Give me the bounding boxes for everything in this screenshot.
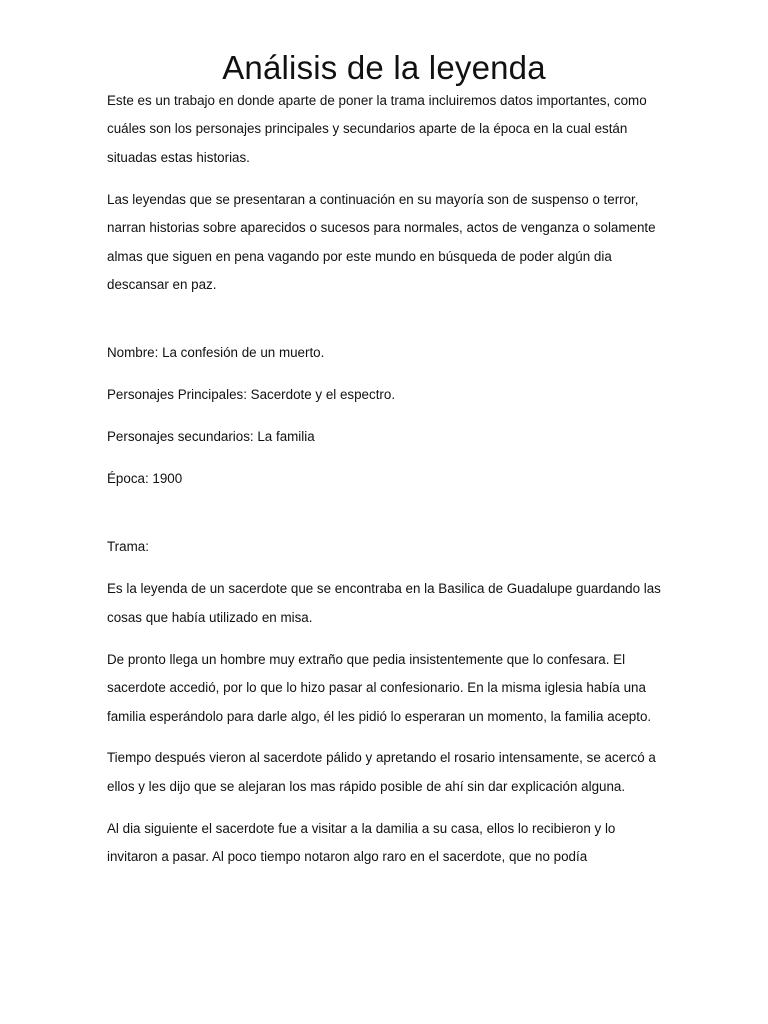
legend-secondary-characters: Personajes secundarios: La familia [107,429,315,445]
legend-name: Nombre: La confesión de un muerto. [107,345,325,361]
legend-main-characters: Personajes Principales: Sacerdote y el espectro. [107,387,396,403]
plot-paragraph-1: Es la leyenda de un sacerdote que se encontraba en la Basilica de Guadalupe guardando las cosas que había utilizado en misa. [107,581,661,625]
plot-paragraph-4: Al dia siguiente el sacerdote fue a visitar a la damilia a su casa, ellos lo recibieron y lo invitaron a pasar. Al poco tiempo notaron algo raro en el sacerdote, que no podía [107,820,616,865]
document-body [107,87,669,885]
intro-paragraph-2: Las leyendas que se presentaran a continuación en su mayoría son de suspenso o terror, narran historias sobre aparecidos o sucesos para normales, actos de venganza o solamente almas que siguen en pena vagando por este mundo en búsqueda de poder algún dia descansar en paz. [107,191,656,292]
document-title: Análisis de la leyenda [222,49,546,86]
plot-paragraph-3: Tiempo después vieron al sacerdote pálido y apretando el rosario intensamente, se acercó a ellos y les dijo que se alejaran los mas rápido posible de ahí sin dar explicación alguna. [107,750,656,794]
plot-paragraph-2: De pronto llega un hombre muy extraño que pedia insistentemente que lo confesara. El sacerdote accedió, por lo que lo hizo pasar al confesionario. En la misma iglesia había una familia esperándolo para darle algo, él les pidió lo esperaran un momento, la familia acepto. [107,651,652,724]
intro-paragraph-1: Este es un trabajo en donde aparte de poner la trama incluiremos datos importantes, como cuáles son los personajes principales y secundarios aparte de la época en la cual están situadas estas historias. [107,93,647,165]
legend-era: Época: 1900 [107,471,183,487]
plot-heading: Trama: [107,539,149,555]
